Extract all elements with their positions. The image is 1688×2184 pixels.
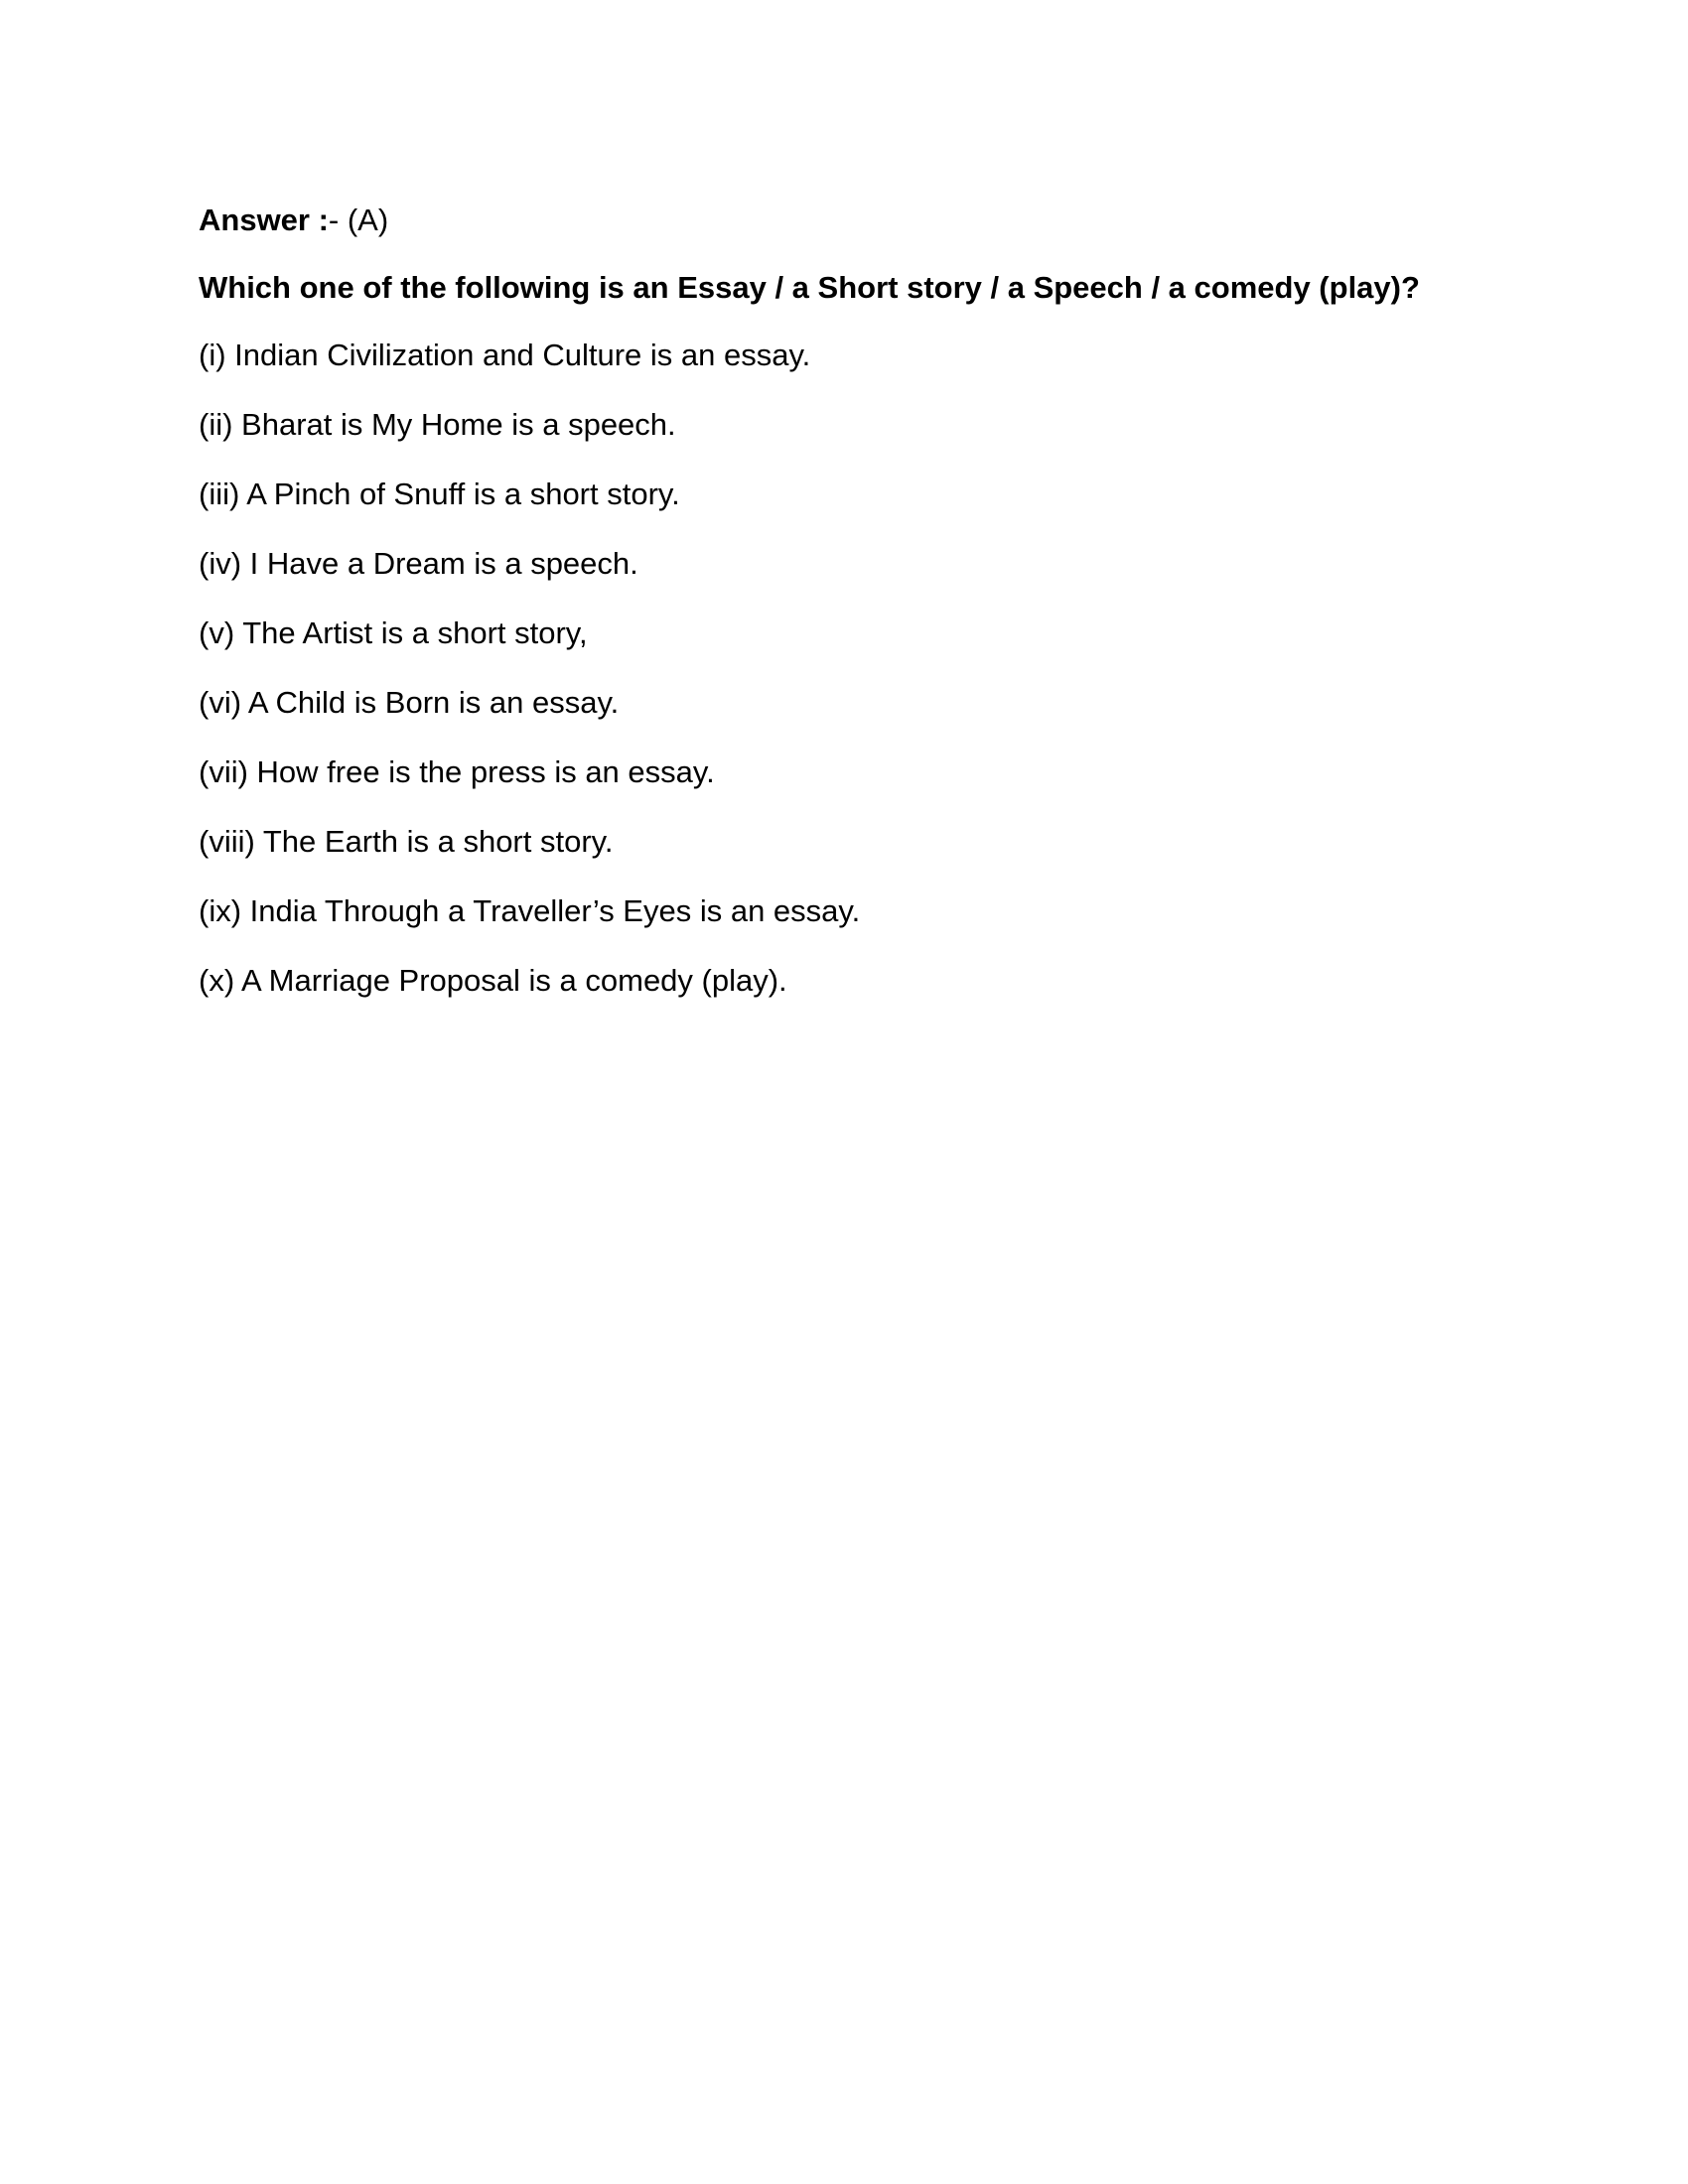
- list-item: (v) The Artist is a short story,: [199, 615, 588, 650]
- answer-list: [199, 332, 1479, 1005]
- list-item: (vi) A Child is Born is an essay.: [199, 685, 620, 720]
- list-item: (i) Indian Civilization and Culture is an essay.: [199, 338, 811, 372]
- question-heading: Which one of the following is an Essay / a Short story / a Speech / a comedy (play)?: [199, 270, 1420, 305]
- list-item: (iii) A Pinch of Snuff is a short story.: [199, 477, 680, 511]
- list-item: (ii) Bharat is My Home is a speech.: [199, 407, 676, 442]
- list-item: (x) A Marriage Proposal is a comedy (play).: [199, 963, 787, 998]
- list-item: (iv) I Have a Dream is a speech.: [199, 546, 638, 581]
- list-item: (vii) How free is the press is an essay.: [199, 754, 715, 789]
- list-item: (ix) India Through a Traveller’s Eyes is an essay.: [199, 893, 861, 928]
- answer-label: Answer :: [199, 203, 329, 237]
- list-item: (viii) The Earth is a short story.: [199, 824, 614, 859]
- answer-line: [199, 197, 1479, 244]
- answer-value: - (A): [328, 203, 389, 237]
- page-content: [199, 197, 1479, 1026]
